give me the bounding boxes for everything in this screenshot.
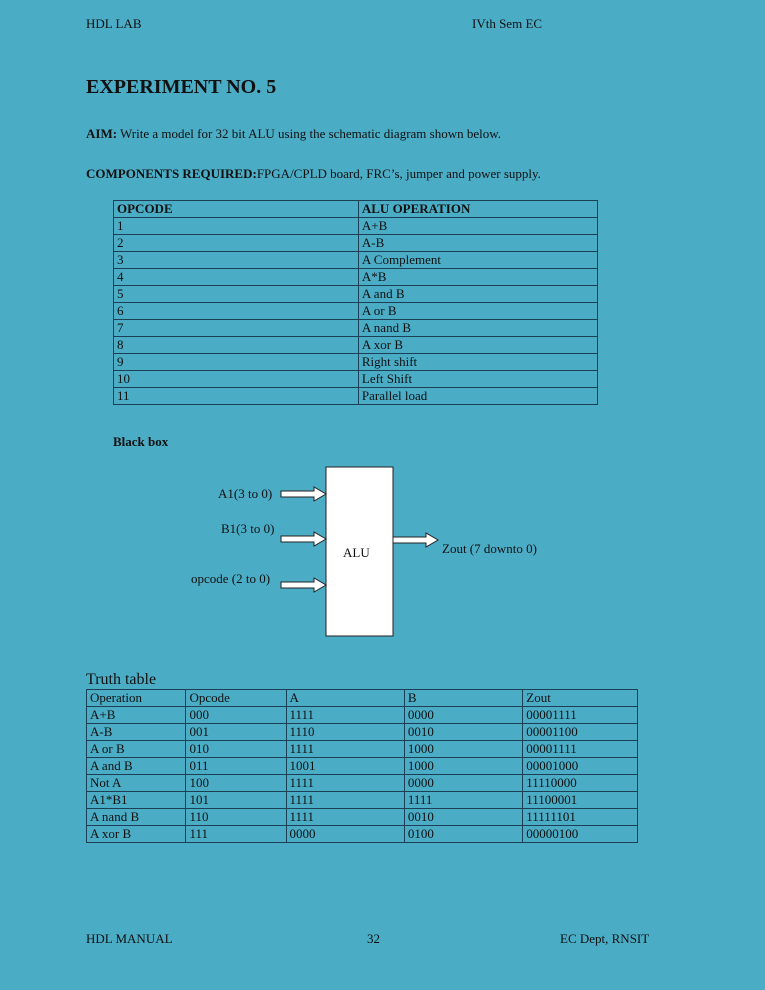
input-b-label: B1(3 to 0) bbox=[221, 521, 275, 536]
table-cell: 7 bbox=[114, 320, 359, 337]
table-cell: Parallel load bbox=[358, 388, 597, 405]
table-cell: 001 bbox=[186, 724, 286, 741]
table-cell: 1001 bbox=[286, 758, 404, 775]
table-cell: 5 bbox=[114, 286, 359, 303]
table-cell: A nand B bbox=[87, 809, 186, 826]
table-cell: 0000 bbox=[404, 775, 522, 792]
table-row bbox=[87, 809, 638, 826]
aim-text: Write a model for 32 bit ALU using the schematic diagram shown below. bbox=[117, 126, 502, 141]
table-cell: A and B bbox=[358, 286, 597, 303]
column-header: Zout bbox=[523, 690, 638, 707]
table-cell: Not A bbox=[87, 775, 186, 792]
table-row bbox=[87, 775, 638, 792]
components-text: FPGA/CPLD board, FRC’s, jumper and power supply. bbox=[256, 166, 541, 181]
table-cell: 6 bbox=[114, 303, 359, 320]
column-header: B bbox=[404, 690, 522, 707]
table-cell: 11110000 bbox=[523, 775, 638, 792]
alu-label: ALU bbox=[343, 545, 370, 560]
output-label: Zout (7 downto 0) bbox=[442, 541, 537, 556]
truth-table bbox=[86, 689, 638, 843]
table-cell: A+B bbox=[87, 707, 186, 724]
table-cell: 0010 bbox=[404, 724, 522, 741]
table-cell: 1111 bbox=[286, 809, 404, 826]
table-row bbox=[87, 792, 638, 809]
table-row bbox=[87, 724, 638, 741]
table-cell: 000 bbox=[186, 707, 286, 724]
table-cell: 9 bbox=[114, 354, 359, 371]
input-opcode-label: opcode (2 to 0) bbox=[191, 571, 271, 586]
header-left: HDL LAB bbox=[86, 16, 142, 31]
column-header: Opcode bbox=[186, 690, 286, 707]
table-cell: A+B bbox=[358, 218, 597, 235]
page-number: 32 bbox=[367, 931, 380, 946]
column-header: A bbox=[286, 690, 404, 707]
table-cell: Right shift bbox=[358, 354, 597, 371]
footer-right: EC Dept, RNSIT bbox=[560, 931, 650, 946]
table-cell: 00001100 bbox=[523, 724, 638, 741]
header-row bbox=[87, 690, 638, 707]
column-header: Operation bbox=[87, 690, 186, 707]
table-cell: 1110 bbox=[286, 724, 404, 741]
table-cell: 00001111 bbox=[523, 741, 638, 758]
table-cell: 1000 bbox=[404, 758, 522, 775]
output-arrow-zout bbox=[393, 533, 438, 547]
table-cell: 2 bbox=[114, 235, 359, 252]
footer-left: HDL MANUAL bbox=[86, 931, 173, 946]
table-cell: A and B bbox=[87, 758, 186, 775]
table-cell: 011 bbox=[186, 758, 286, 775]
black-box-label: Black box bbox=[113, 434, 169, 449]
column-header: OPCODE bbox=[114, 201, 359, 218]
table-cell: 8 bbox=[114, 337, 359, 354]
table-cell: 111 bbox=[186, 826, 286, 843]
table-cell: 101 bbox=[186, 792, 286, 809]
table-cell: 110 bbox=[186, 809, 286, 826]
table-cell: 00000100 bbox=[523, 826, 638, 843]
table-cell: 3 bbox=[114, 252, 359, 269]
table-cell: A xor B bbox=[87, 826, 186, 843]
header-right: IVth Sem EC bbox=[472, 16, 543, 31]
table-cell: 0100 bbox=[404, 826, 522, 843]
table-cell: 11100001 bbox=[523, 792, 638, 809]
table-row bbox=[87, 707, 638, 724]
table-row bbox=[87, 826, 638, 843]
table-cell: A xor B bbox=[358, 337, 597, 354]
table-cell: A*B bbox=[358, 269, 597, 286]
input-arrow-opcode bbox=[281, 578, 326, 592]
table-cell: 11111101 bbox=[523, 809, 638, 826]
table-cell: 4 bbox=[114, 269, 359, 286]
table-cell: A Complement bbox=[358, 252, 597, 269]
table-cell: A1*B1 bbox=[87, 792, 186, 809]
table-cell: 00001000 bbox=[523, 758, 638, 775]
table-cell: 1111 bbox=[286, 707, 404, 724]
table-cell: 0000 bbox=[286, 826, 404, 843]
table-cell: 0010 bbox=[404, 809, 522, 826]
table-cell: 1111 bbox=[286, 775, 404, 792]
table-cell: 1111 bbox=[286, 741, 404, 758]
table-cell: 00001111 bbox=[523, 707, 638, 724]
aim-label: AIM: bbox=[86, 126, 118, 141]
table-cell: A or B bbox=[87, 741, 186, 758]
table-cell: A or B bbox=[358, 303, 597, 320]
input-a-label: A1(3 to 0) bbox=[218, 486, 273, 501]
input-arrow-a bbox=[281, 487, 326, 501]
components-label: COMPONENTS REQUIRED: bbox=[86, 166, 257, 181]
table-cell: 10 bbox=[114, 371, 359, 388]
table-cell: Left Shift bbox=[358, 371, 597, 388]
table-cell: A nand B bbox=[358, 320, 597, 337]
table-cell: 010 bbox=[186, 741, 286, 758]
table-cell: 0000 bbox=[404, 707, 522, 724]
table-cell: 100 bbox=[186, 775, 286, 792]
page-title: EXPERIMENT NO. 5 bbox=[86, 76, 277, 98]
table-cell: 1 bbox=[114, 218, 359, 235]
table-row bbox=[87, 758, 638, 775]
table-cell: A-B bbox=[87, 724, 186, 741]
table-cell: 11 bbox=[114, 388, 359, 405]
table-cell: 1111 bbox=[286, 792, 404, 809]
table-cell: A-B bbox=[358, 235, 597, 252]
table-cell: 1000 bbox=[404, 741, 522, 758]
truth-table-label: Truth table bbox=[86, 671, 157, 688]
input-arrow-b bbox=[281, 532, 326, 546]
table-cell: 1111 bbox=[404, 792, 522, 809]
column-header: ALU OPERATION bbox=[358, 201, 597, 218]
table-row bbox=[87, 741, 638, 758]
